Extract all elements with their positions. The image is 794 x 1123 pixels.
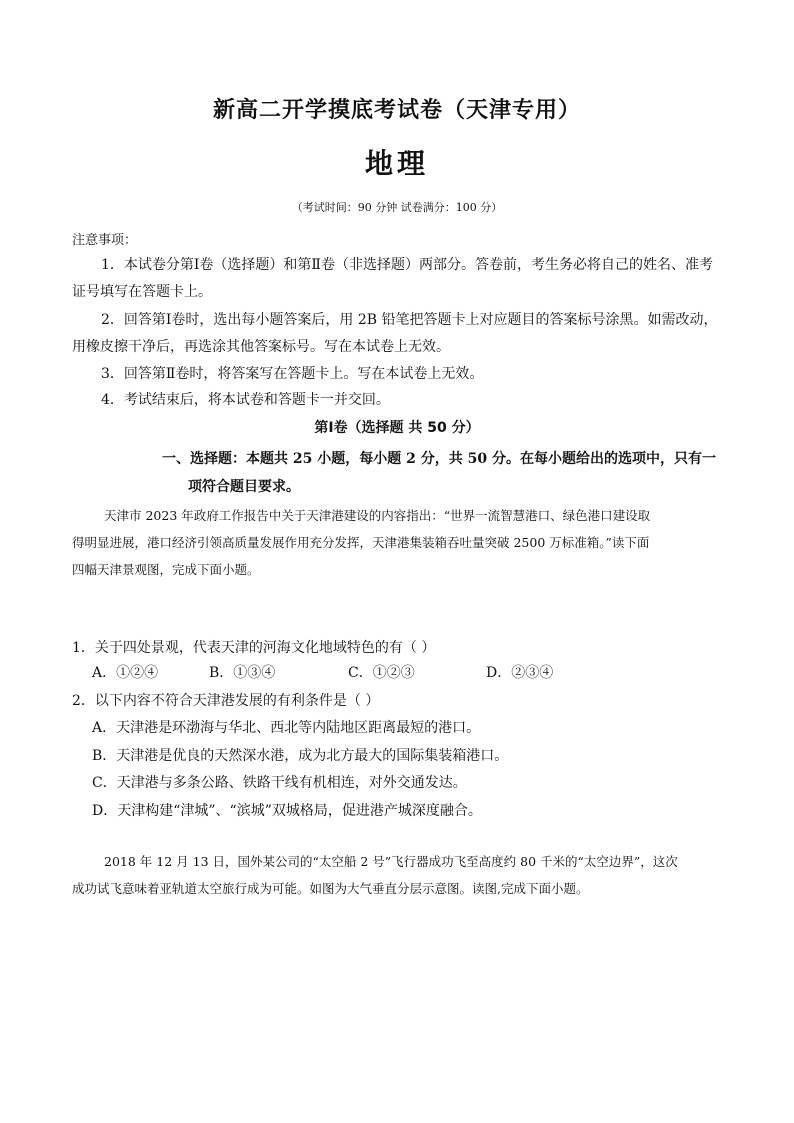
notice-item-2-line-1: 2．回答第Ⅰ卷时，选出每小题答案后，用 2B 铅笔把答题卡上对应题目的答案标号涂黑。如需改动， <box>101 312 718 328</box>
question-2-option-d[interactable]: D．天津构建“津城”、“滨城”双城格局，促进港产城深度融合。 <box>92 803 482 819</box>
question-1-option-c[interactable]: C．①②③ <box>348 665 415 681</box>
question-1-stem: 1．关于四处景观，代表天津的河海文化地域特色的有（ ） <box>72 640 436 656</box>
question-2-stem: 2．以下内容不符合天津港发展的有利条件是（ ） <box>72 693 380 709</box>
question-1-option-d[interactable]: D．②③④ <box>486 665 554 681</box>
question-2-option-c[interactable]: C．天津港与多条公路、铁路干线有机相连，对外交通发达。 <box>92 775 467 791</box>
section-heading: 第Ⅰ卷（选择题 共 50 分） <box>314 420 480 436</box>
passage-1-line-2: 得明显进展，港口经济引领高质量发展作用充分发挥，天津港集装箱吞吐量突破 2500 万标准箱。”读下面 <box>72 535 650 550</box>
notice-item-3: 3．回答第Ⅱ卷时，将答案写在答题卡上。写在本试卷上无效。 <box>101 366 484 382</box>
section-instruction-line-2: 项符合题目要求。 <box>188 479 300 495</box>
section-instruction-line-1: 一、选择题：本题共 25 小题，每小题 2 分，共 50 分。在每小题给出的选项中，只有一 <box>162 451 716 467</box>
subject-title: 地理 <box>364 147 429 180</box>
passage-1-line-1: 天津市 2023 年政府工作报告中关于天津港建设的内容指出：“世界一流智慧港口、绿色港口建设取 <box>104 508 651 523</box>
question-1-option-b[interactable]: B．①③④ <box>209 665 276 681</box>
question-1-option-a[interactable]: A．①②④ <box>92 665 159 681</box>
passage-1-line-3: 四幅天津景观图，完成下面小题。 <box>72 562 260 577</box>
notice-item-1-line-1: 1．本试卷分第Ⅰ卷（选择题）和第Ⅱ卷（非选择题）两部分。答卷前，考生务必将自己的姓名、准考 <box>101 257 713 273</box>
notice-item-1-line-2: 证号填写在答题卡上。 <box>72 284 212 300</box>
exam-info: （考试时间：90 分钟 试卷满分：100 分） <box>291 201 503 214</box>
notice-heading: 注意事项： <box>72 233 138 248</box>
notice-item-2-line-2: 用橡皮擦干净后，再选涂其他答案标号。写在本试卷上无效。 <box>72 339 450 355</box>
question-2-option-b[interactable]: B．天津港是优良的天然深水港，成为北方最大的国际集装箱港口。 <box>92 748 509 764</box>
question-2-option-a[interactable]: A．天津港是环渤海与华北、西北等内陆地区距离最短的港口。 <box>92 720 481 736</box>
passage-2-line-2: 成功试飞意味着亚轨道太空旅行成为可能。如图为大气垂直分层示意图。读图,完成下面小题。 <box>72 881 589 896</box>
passage-2-line-1: 2018 年 12 月 13 日，国外某公司的“太空船 2 号”飞行器成功飞至高度约 80 千米的“太空边界”，这次 <box>104 854 678 869</box>
page-title: 新高二开学摸底考试卷（天津专用） <box>212 98 581 123</box>
notice-item-4: 4．考试结束后，将本试卷和答题卡一并交回。 <box>101 392 390 408</box>
